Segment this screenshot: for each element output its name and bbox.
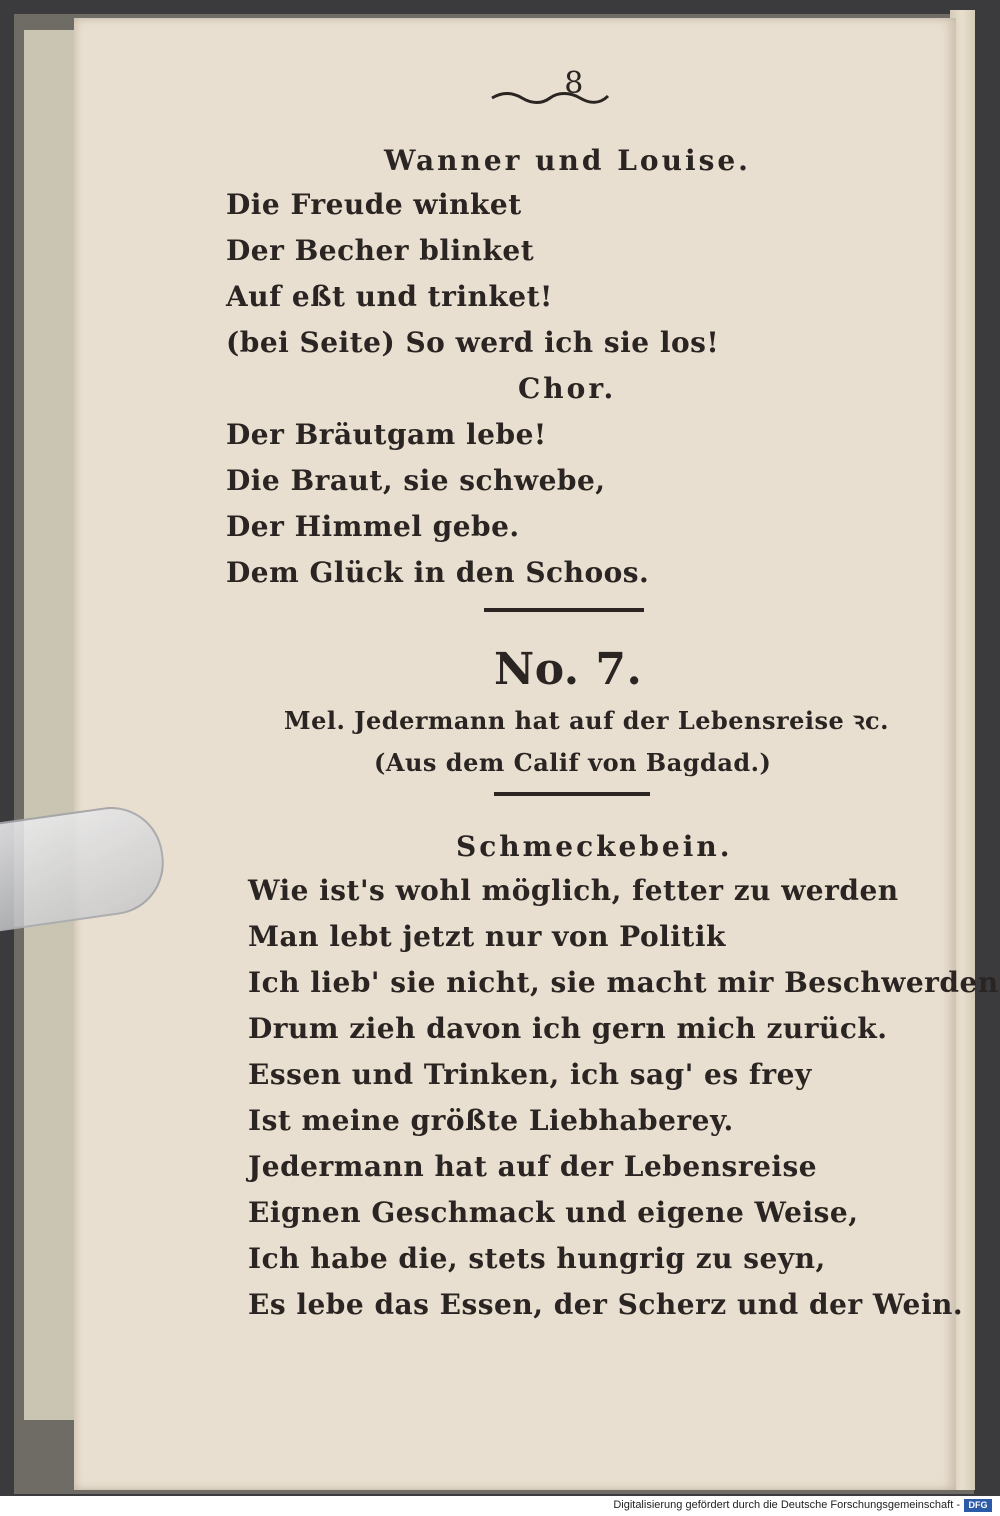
- speaker-heading: Wanner und Louise.: [384, 144, 751, 177]
- chorus-heading: Chor.: [518, 372, 617, 405]
- song-number: No. 7.: [494, 644, 643, 695]
- verse-line: Der Bräutgam lebe!: [226, 418, 547, 451]
- verse-line: Die Braut, sie schwebe,: [226, 464, 606, 497]
- dfg-logo-icon: DFG: [964, 1499, 992, 1512]
- section-divider: [494, 792, 650, 796]
- verse-line: Der Becher blinket: [226, 234, 535, 267]
- verse-line: Ich habe die, stets hungrig zu seyn,: [248, 1242, 826, 1275]
- verse-line: Auf eßt und trinket!: [226, 280, 553, 313]
- speaker-heading: Schmeckebein.: [456, 830, 733, 863]
- verse-line: Eignen Geschmack und eigene Weise,: [248, 1196, 859, 1229]
- footer-credit: Digitalisierung gefördert durch die Deutsche Forschungsgemeinschaft -: [613, 1499, 960, 1511]
- verse-line: Ich lieb' sie nicht, sie macht mir Beschwerden: [248, 966, 999, 999]
- verse-line: Essen und Trinken, ich sag' es frey: [248, 1058, 812, 1091]
- verse-line: Jedermann hat auf der Lebensreise: [248, 1150, 818, 1183]
- verse-line: Die Freude winket: [226, 188, 522, 221]
- section-divider: [484, 608, 644, 612]
- verse-line: Dem Glück in den Schoos.: [226, 556, 650, 589]
- footer-bar: [0, 1496, 1000, 1516]
- verse-line: Der Himmel gebe.: [226, 510, 520, 543]
- source-line: (Aus dem Calif von Bagdad.): [374, 748, 772, 777]
- verse-line: Drum zieh davon ich gern mich zurück.: [248, 1012, 888, 1045]
- melody-line: Mel. Jedermann hat auf der Lebensreise ꝛc.: [284, 706, 890, 735]
- book-page: [74, 18, 999, 1490]
- verse-line: Es lebe das Essen, der Scherz und der Wein.: [248, 1288, 964, 1321]
- verse-line: Wie ist's wohl möglich, fetter zu werden: [248, 874, 899, 907]
- verse-line: (bei Seite) So werd ich sie los!: [226, 326, 720, 359]
- verse-line: Man lebt jetzt nur von Politik: [248, 920, 726, 953]
- ornament-swash-icon: [490, 90, 610, 104]
- page-number: 8: [564, 66, 584, 101]
- verse-line: Ist meine größte Liebhaberey.: [248, 1104, 734, 1137]
